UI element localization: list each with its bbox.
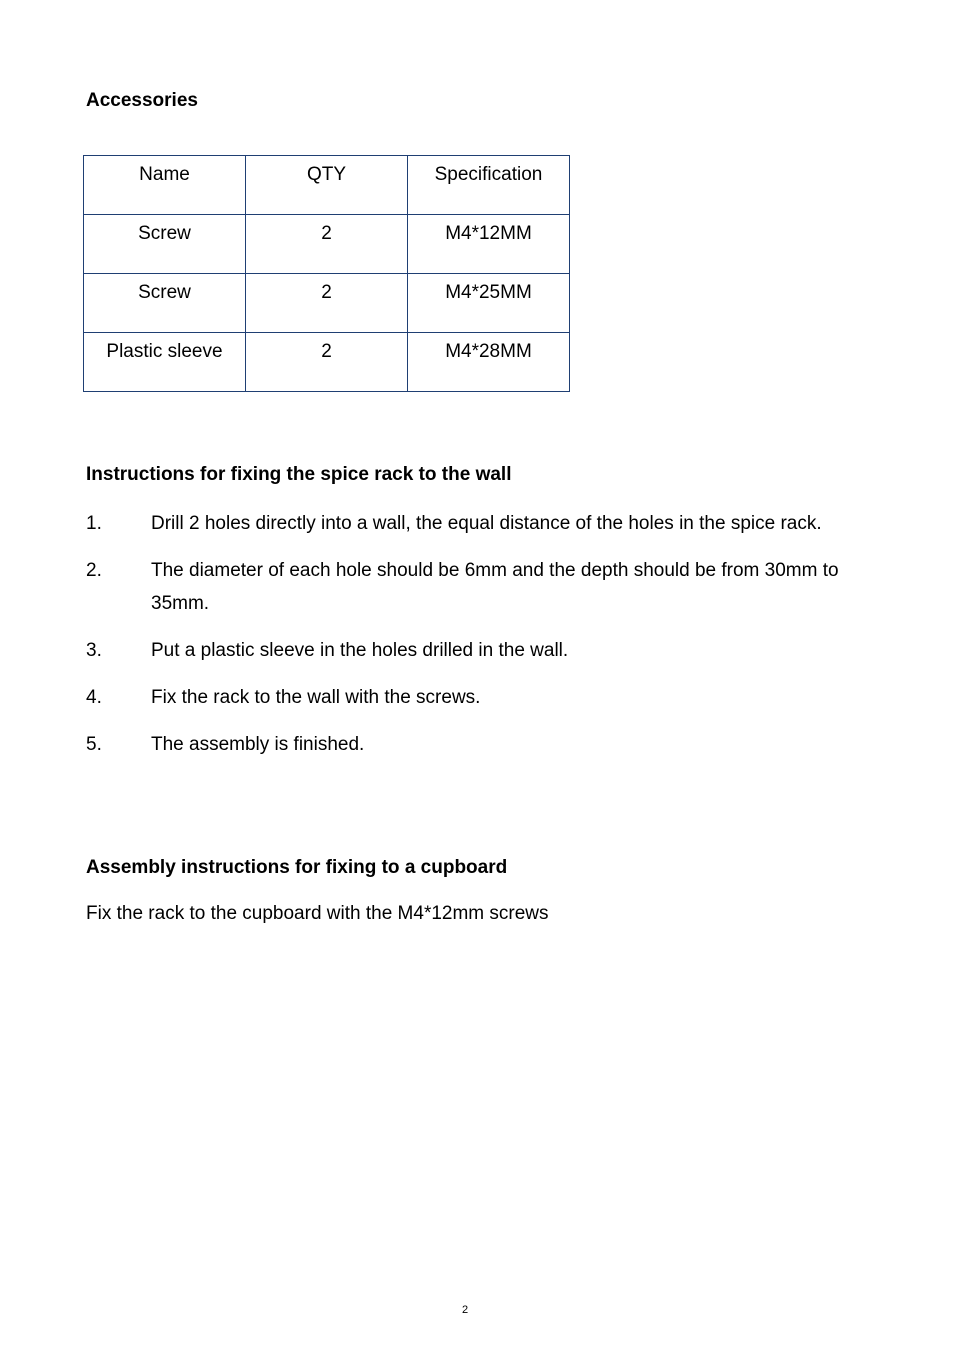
table-header-row (84, 156, 570, 215)
table-cell: 2 (246, 333, 408, 392)
wall-instructions-heading: Instructions for fixing the spice rack to the wall (86, 464, 512, 485)
list-item (86, 634, 856, 667)
list-item (86, 507, 856, 540)
list-item (86, 681, 856, 714)
accessories-heading: Accessories (86, 90, 198, 111)
table-cell: Screw (84, 274, 246, 333)
table-cell: M4*12MM (408, 215, 570, 274)
table-row (84, 215, 570, 274)
list-item (86, 728, 856, 761)
step-text: Drill 2 holes directly into a wall, the equal distance of the holes in the spice rack. (151, 513, 822, 534)
cupboard-instructions-text: Fix the rack to the cupboard with the M4*12mm screws (86, 903, 549, 924)
accessories-table (83, 155, 570, 392)
step-number: 1. (86, 513, 102, 534)
cupboard-instructions-heading: Assembly instructions for fixing to a cupboard (86, 857, 508, 878)
table-cell: Plastic sleeve (84, 333, 246, 392)
step-text: The assembly is finished. (151, 734, 365, 755)
step-text: Fix the rack to the wall with the screws. (151, 687, 481, 708)
table-header-cell: QTY (246, 156, 408, 215)
table-row (84, 274, 570, 333)
table-cell: 2 (246, 215, 408, 274)
table-cell: Screw (84, 215, 246, 274)
table-cell: M4*28MM (408, 333, 570, 392)
page-number: 2 (461, 1304, 469, 1316)
step-number: 2. (86, 560, 102, 581)
step-number: 4. (86, 687, 102, 708)
table-header-cell: Name (84, 156, 246, 215)
table-header-cell: Specification (408, 156, 570, 215)
table-row (84, 333, 570, 392)
step-text: The diameter of each hole should be 6mm and the depth should be from 30mm to 35mm. (151, 560, 839, 614)
step-number: 3. (86, 640, 102, 661)
step-number: 5. (86, 734, 102, 755)
table-cell: M4*25MM (408, 274, 570, 333)
list-item (86, 554, 856, 620)
table-cell: 2 (246, 274, 408, 333)
step-text: Put a plastic sleeve in the holes drilled in the wall. (151, 640, 569, 661)
wall-steps-list (86, 507, 856, 775)
